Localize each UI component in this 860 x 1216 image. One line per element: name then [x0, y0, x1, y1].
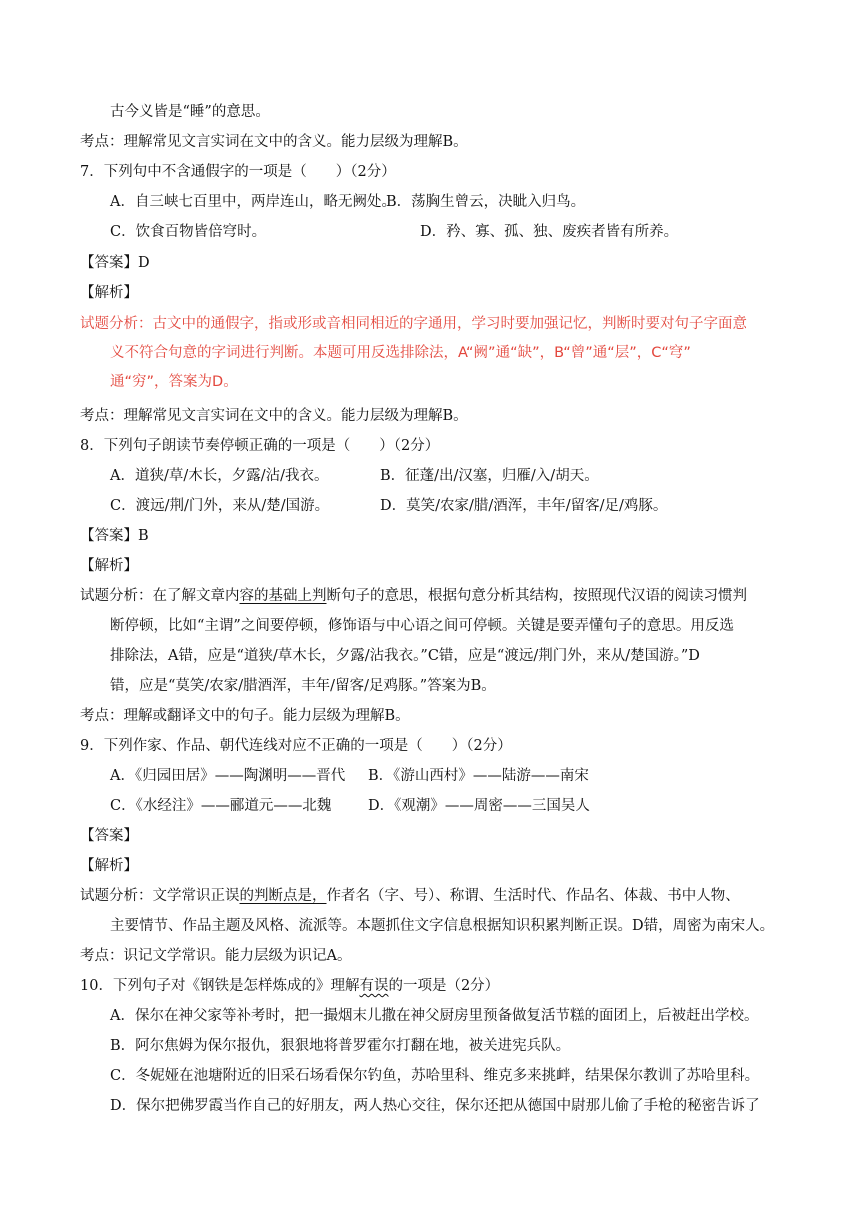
text-line: 古今义皆是“睡”的意思。: [110, 104, 270, 120]
question-8-option-d: D．莫笑/农家/腊/酒浑，丰年/留客/足/鸡豚。: [380, 498, 668, 514]
question-8-analysis-label: 【解析】: [80, 558, 138, 574]
question-8-option-a: A．道狭/草/木长，夕露/沾/我衣。: [110, 468, 329, 484]
question-8-answer: 【答案】B: [80, 528, 149, 544]
question-7-analysis-line: 试题分析：古文中的通假字，指或形或音相同相近的字通用，学习时要加强记忆，判断时要对句子字面意: [80, 316, 747, 332]
question-7-option-a: A．自三峡七百里中，两岸连山，略无阙处。: [110, 194, 396, 210]
question-9-stem: 9．下列作家、作品、朝代连线对应不正确的一项是（ ）（2分）: [80, 738, 512, 754]
question-10-option-d: D．保尔把佛罗霞当作自己的好朋友，两人热心交往，保尔还把从德国中尉那儿偷了手枪的秘密告诉了: [110, 1098, 760, 1114]
question-9-analysis-line: 主要情节、作品主题及风格、流派等。本题抓住文字信息根据知识积累判断正误。D错，周密为南宋人。: [110, 918, 775, 934]
question-9-option-b: B．《游山西村》——陆游——南宋: [368, 768, 589, 784]
question-10-option-a: A．保尔在神父家等补考时，把一撮烟末儿撒在神父厨房里预备做复活节糕的面团上，后被赶出学校。: [110, 1008, 759, 1024]
question-7-analysis-label: 【解析】: [80, 285, 138, 301]
exam-point: 考点：识记文学常识。能力层级为识记A。: [80, 948, 352, 964]
question-8-stem: 8．下列句子朗读节奏停顿正确的一项是（ ）（2分）: [80, 438, 440, 454]
question-8-analysis-line: 断停顿，比如“主谓”之间要停顿，修饰语与中心语之间可停顿。关键是要弄懂句子的意思。用反选: [110, 618, 734, 634]
question-9-option-c: C．《水经注》——郦道元——北魏: [110, 798, 332, 814]
question-8-option-b: B．征蓬/出/汉塞，归雁/入/胡天。: [380, 468, 599, 484]
question-9-option-d: D．《观潮》——周密——三国吴人: [368, 798, 590, 814]
question-9-analysis-label: 【解析】: [80, 858, 138, 874]
question-7-stem: 7．下列句中不含通假字的一项是（ ）（2分）: [80, 164, 396, 180]
exam-point: 考点：理解或翻译文中的句子。能力层级为理解B。: [80, 708, 410, 724]
question-7-option-d: D．矜、寡、孤、独、废疾者皆有所养。: [420, 224, 679, 240]
question-9-option-a: A．《归园田居》——陶渊明——晋代: [110, 768, 346, 784]
question-9-answer: 【答案】: [80, 828, 138, 844]
question-7-analysis-line: 通“穷”，答案为D。: [110, 374, 238, 390]
exam-point: 考点：理解常见文言实词在文中的含义。能力层级为理解B。: [80, 134, 468, 150]
question-10-option-c: C．冬妮娅在池塘附近的旧采石场看保尔钓鱼，苏哈里科、维克多来挑衅，结果保尔教训了苏哈里科。: [110, 1068, 760, 1084]
question-7-answer: 【答案】D: [80, 255, 150, 271]
question-10-option-b: B．阿尔焦姆为保尔报仇，狠狠地将普罗霍尔打翻在地，被关进宪兵队。: [110, 1038, 571, 1054]
question-7-option-b: B．荡胸生曾云，决眦入归鸟。: [386, 194, 586, 210]
question-9-analysis-line: 试题分析：文学常识正误的判断点是，作者名（字、号）、称谓、生活时代、作品名、体裁、书中人物、: [80, 888, 740, 904]
question-8-analysis-line: 排除法，A错，应是“道狭/草木长，夕露/沾我衣。”C错，应是“渡远/荆门外，来从/楚国游。”D: [110, 648, 700, 664]
question-7-option-c: C．饮食百物皆倍穹时。: [110, 224, 267, 240]
question-8-option-c: C．渡远/荆/门外，来从/楚/国游。: [110, 498, 330, 514]
exam-point: 考点：理解常见文言实词在文中的含义。能力层级为理解B。: [80, 408, 468, 424]
question-7-analysis-line: 义不符合句意的字词进行判断。本题可用反选排除法，A“阙”通“缺”，B“曾”通“层”，C“穹”: [110, 345, 691, 361]
question-10-stem: 10．下列句子对《钢铁是怎样炼成的》理解有误的一项是（2分）: [80, 978, 500, 994]
question-8-analysis-line: 错，应是“莫笑/农家/腊酒浑，丰年/留客/足鸡豚。”答案为B。: [110, 678, 496, 694]
question-8-analysis-line: 试题分析：在了解文章内容的基础上判断句子的意思，根据句意分析其结构，按照现代汉语的阅读习惯判: [80, 588, 747, 604]
